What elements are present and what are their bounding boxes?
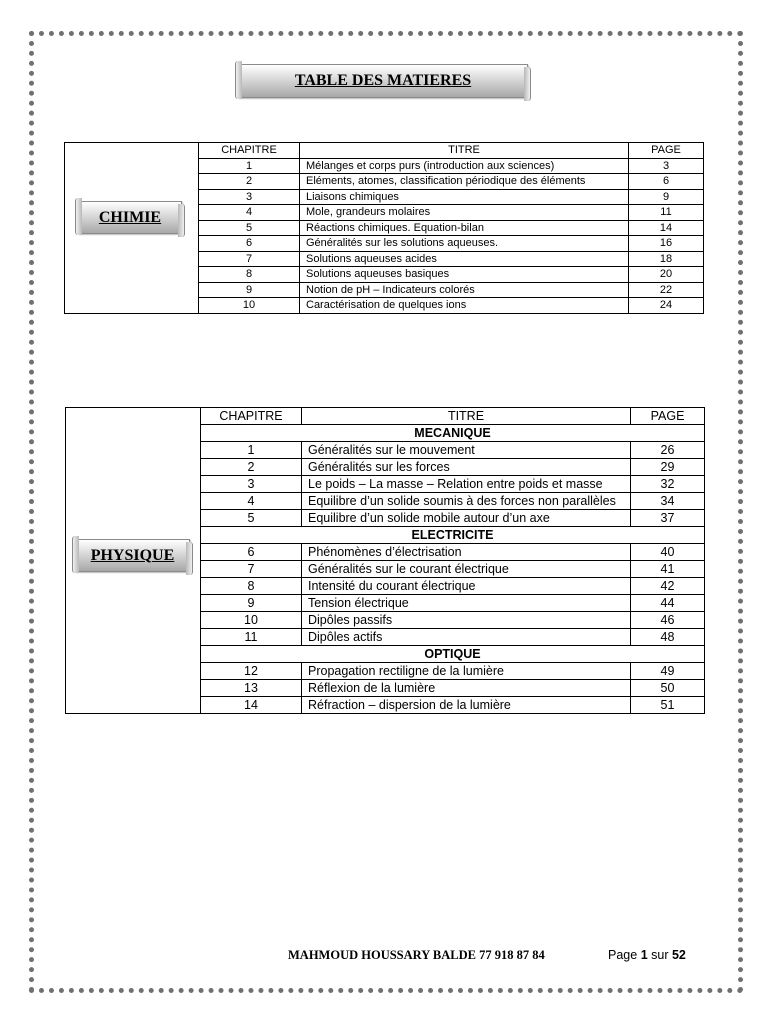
footer-page-prefix: Page [608, 948, 638, 962]
chapter-number: 3 [199, 189, 300, 205]
section-title: MECANIQUE [201, 425, 705, 442]
header-titre: TITRE [302, 408, 631, 425]
chapter-title: Liaisons chimiques [300, 189, 629, 205]
chapter-number: 4 [199, 205, 300, 221]
page-title [238, 64, 528, 98]
header-chapitre: CHAPITRE [199, 143, 300, 159]
header-titre: TITRE [300, 143, 629, 159]
chapter-number: 8 [201, 578, 302, 595]
footer-page-total: 52 [671, 948, 686, 962]
chapter-page: 3 [629, 158, 704, 174]
chapter-number: 13 [201, 680, 302, 697]
chapter-number: 1 [199, 158, 300, 174]
footer-page-current: 1 [640, 948, 648, 962]
footer-page-sep: sur [651, 948, 669, 962]
chapter-page: 14 [629, 220, 704, 236]
chapter-page: 6 [629, 174, 704, 190]
chapter-page: 18 [629, 251, 704, 267]
chapter-number: 9 [201, 595, 302, 612]
chapter-page: 37 [631, 510, 705, 527]
chapter-number: 6 [201, 544, 302, 561]
physique-banner [75, 539, 190, 572]
header-page: PAGE [631, 408, 705, 425]
chapter-title: Solutions aqueuses basiques [300, 267, 629, 283]
chapter-page: 26 [631, 442, 705, 459]
chapter-number: 7 [199, 251, 300, 267]
section-title: OPTIQUE [201, 646, 705, 663]
chapter-page: 20 [629, 267, 704, 283]
chapter-title: Généralités sur le courant électrique [302, 561, 631, 578]
footer-author: MAHMOUD HOUSSARY BALDE 77 918 87 84 [288, 948, 545, 962]
header-chapitre: CHAPITRE [201, 408, 302, 425]
chapter-title: Phénomènes d’électrisation [302, 544, 631, 561]
chapter-page: 44 [631, 595, 705, 612]
chapter-title: Eléments, atomes, classification périodique des éléments [300, 174, 629, 190]
page-title-text: TABLE DES MATIERES [294, 72, 472, 89]
footer-page-number [608, 948, 686, 962]
physique-header-row [66, 408, 705, 425]
chapter-number: 10 [201, 612, 302, 629]
chapter-number: 5 [201, 510, 302, 527]
chapter-page: 50 [631, 680, 705, 697]
chapter-page: 22 [629, 282, 704, 298]
chapter-number: 3 [201, 476, 302, 493]
chapter-title: Mole, grandeurs molaires [300, 205, 629, 221]
chapter-title: Dipôles actifs [302, 629, 631, 646]
chapter-title: Intensité du courant électrique [302, 578, 631, 595]
chapter-number: 4 [201, 493, 302, 510]
chapter-number: 14 [201, 697, 302, 714]
chapter-page: 41 [631, 561, 705, 578]
chapter-number: 1 [201, 442, 302, 459]
chapter-number: 7 [201, 561, 302, 578]
chapter-page: 32 [631, 476, 705, 493]
chimie-banner [78, 201, 182, 234]
physique-banner-text: PHYSIQUE [90, 546, 175, 564]
chapter-title: Dipôles passifs [302, 612, 631, 629]
chapter-title: Généralités sur les forces [302, 459, 631, 476]
chapter-page: 11 [629, 205, 704, 221]
header-page: PAGE [629, 143, 704, 159]
chapter-page: 9 [629, 189, 704, 205]
chapter-page: 42 [631, 578, 705, 595]
chapter-page: 49 [631, 663, 705, 680]
chapter-title: Généralités sur les solutions aqueuses. [300, 236, 629, 252]
chapter-page: 40 [631, 544, 705, 561]
chapter-page: 48 [631, 629, 705, 646]
chapter-page: 51 [631, 697, 705, 714]
chapter-title: Réactions chimiques. Equation-bilan [300, 220, 629, 236]
section-title: ELECTRICITE [201, 527, 705, 544]
chimie-header-row [65, 143, 704, 159]
chapter-title: Caractérisation de quelques ions [300, 298, 629, 314]
chapter-number: 5 [199, 220, 300, 236]
chapter-number: 8 [199, 267, 300, 283]
chapter-number: 9 [199, 282, 300, 298]
chapter-title: Mélanges et corps purs (introduction aux sciences) [300, 158, 629, 174]
chapter-page: 34 [631, 493, 705, 510]
chapter-page: 46 [631, 612, 705, 629]
chapter-title: Propagation rectiligne de la lumière [302, 663, 631, 680]
chapter-title: Réflexion de la lumière [302, 680, 631, 697]
chapter-number: 6 [199, 236, 300, 252]
chapter-page: 24 [629, 298, 704, 314]
chapter-title: Tension électrique [302, 595, 631, 612]
chapter-number: 2 [199, 174, 300, 190]
chapter-title: Solutions aqueuses acides [300, 251, 629, 267]
chapter-title: Le poids – La masse – Relation entre poids et masse [302, 476, 631, 493]
chapter-number: 11 [201, 629, 302, 646]
chapter-title: Notion de pH – Indicateurs colorés [300, 282, 629, 298]
chapter-number: 2 [201, 459, 302, 476]
chapter-page: 16 [629, 236, 704, 252]
chapter-title: Généralités sur le mouvement [302, 442, 631, 459]
chapter-title: Réfraction – dispersion de la lumière [302, 697, 631, 714]
chapter-number: 12 [201, 663, 302, 680]
chapter-number: 10 [199, 298, 300, 314]
chimie-banner-text: CHIMIE [98, 208, 162, 226]
chapter-title: Equilibre d’un solide soumis à des forces non parallèles [302, 493, 631, 510]
chapter-title: Equilibre d’un solide mobile autour d’un axe [302, 510, 631, 527]
chapter-page: 29 [631, 459, 705, 476]
